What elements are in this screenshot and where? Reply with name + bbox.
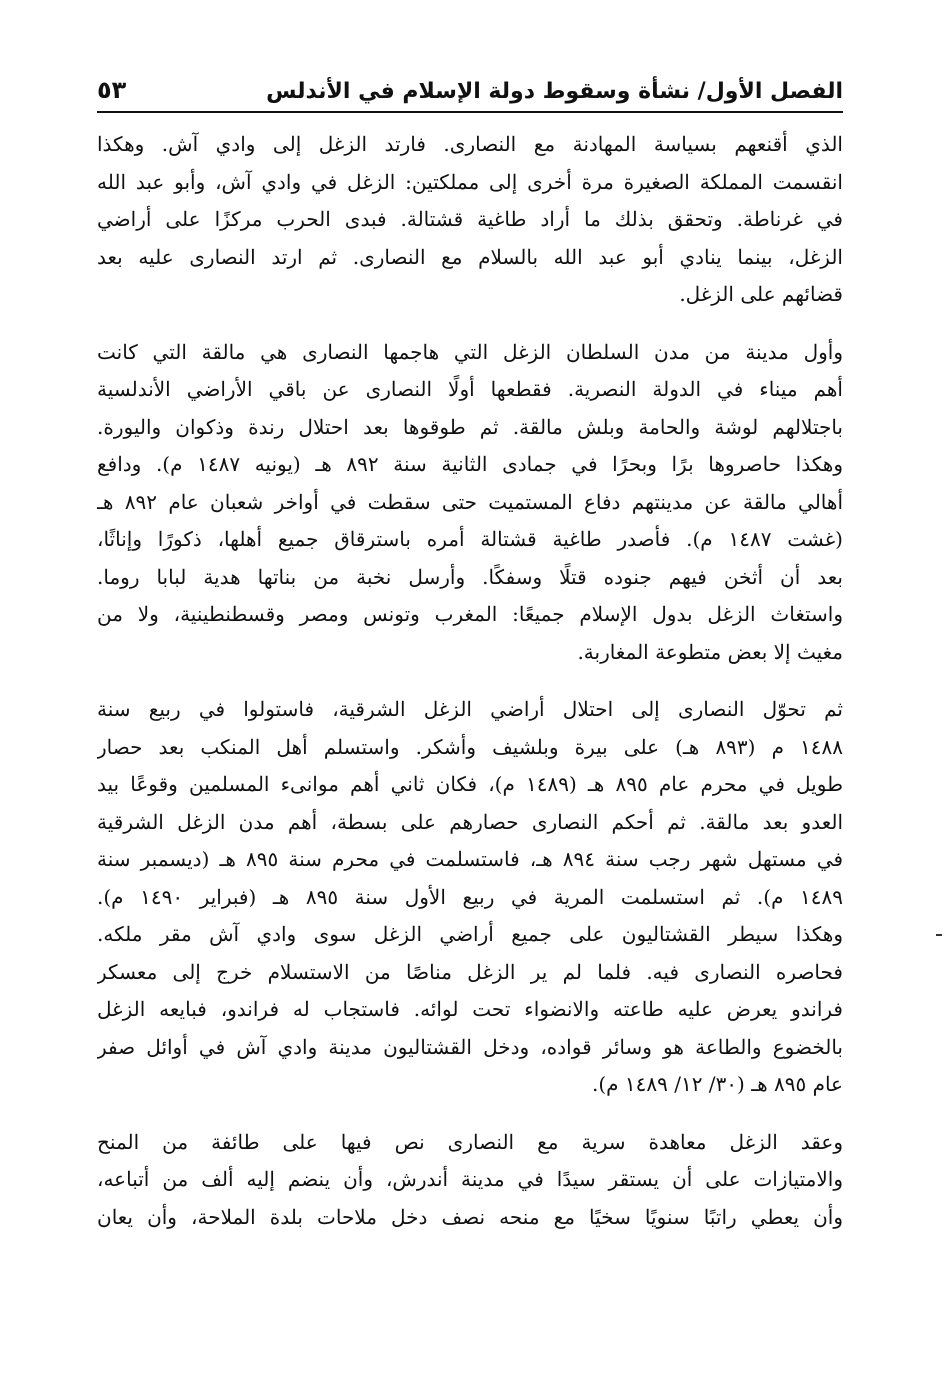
text-line: والامتيازات على أن يستقر سيدًا في مدينة أندرش، وأن ينضم إليه ألف من أتباعه، (97, 1167, 843, 1191)
text-line: أهم ميناء في الدولة النصرية. فقطعها أولًا النصارى عن باقي الأراضي الأندلسية (97, 377, 843, 401)
text-line: بالخضوع والطاعة هو وسائر قواده، ودخل القشتاليون مدينة وادي آش في أوائل صفر (97, 1034, 843, 1059)
text-line: فحاصره النصارى فيه. فلما لم ير الزغل مناصًا من الاستسلام خرج إلى معسكر (97, 959, 843, 984)
paragraph-4 (97, 1124, 843, 1237)
body-text (97, 126, 843, 1236)
text-line: أهالي مالقة عن مدينتهم دفاع المستميت حتى سقطت في أواخر شعبان عام ٨٩٢ هـ (97, 489, 843, 514)
text-line: ١٤٨٨ م (٨٩٣ هـ) على بيرة وبلشيف وأشكر. واستسلم أهل المنكب بعد حصار (97, 734, 843, 759)
text-line: العدو بعد مالقة. ثم أحكم النصارى حصارهم على بسطة، أهم مدن الزغل الشرقية (97, 809, 843, 834)
text-line: وأول مدينة من مدن السلطان الزغل التي هاجمها النصارى هي مالقة التي كانت (97, 339, 843, 364)
text-line: ثم تحوّل النصارى إلى احتلال أراضي الزغل الشرقية، فاستولوا في ربيع سنة (97, 697, 843, 721)
text-line: وأن يعطي راتبًا سنويًا سخيًا مع منحه نصف دخل ملاحات بلدة الملاحة، وأن يعان (97, 1204, 843, 1229)
text-line: وهكذا حاصروها برًا وبحرًا في جمادى الثانية سنة ٨٩٢ هـ (يونيه ١٤٨٧ م). ودافع (97, 452, 843, 476)
text-line: (غشت ١٤٨٧ م). فأصدر طاغية قشتالة أمره باسترقاق جميع أهلها، ذكورًا وإناثًا، (97, 527, 843, 551)
page-number: ٥٣ (97, 76, 127, 104)
text-line: انقسمت المملكة الصغيرة مرة أخرى إلى مملكتين: الزغل في وادي آش، وأبو عبد الله (97, 169, 843, 194)
text-line: واستغاث الزغل بدول الإسلام جميعًا: المغرب وتونس ومصر وقسطنطينية، ولا من (97, 602, 843, 626)
text-line: عام ٨٩٥ هـ (٣٠/ ١٢/ ١٤٨٩ م). (591, 1072, 843, 1096)
text-line: في غرناطة. وتحقق بذلك ما أراد طاغية قشتالة. فبدى الحرب مركزًا على أراضي (97, 207, 843, 231)
text-line: باجتلالهم لوشة والحامة وبلش مالقة. ثم طوقوها بعد احتلال رندة وذكوان واليورة. (97, 414, 843, 439)
chapter-title: الفصل الأول/ نشأة وسقوط دولة الإسلام في الأندلس (266, 79, 843, 104)
paragraph-1 (97, 126, 843, 314)
text-line: وعقد الزغل معاهدة سرية مع النصارى نص فيها على طائفة من المنح (97, 1129, 843, 1154)
text-line: فراندو يعرض عليه طاعته والانضواء تحت لوائه. فاستجاب له فراندو، فبايعه الزغل (97, 997, 843, 1021)
text-line: بعد أن أثخن فيهم جنوده قتلًا وسفكًا. وأرسل نخبة من بناتها هدية لبابا روما. (97, 564, 843, 589)
text-line: الزغل، بينما ينادي أبو عبد الله بالسلام مع النصارى. ثم ارتد النصارى عليه بعد (97, 244, 843, 269)
running-header (97, 66, 843, 110)
text-line: وهكذا سيطر القشتاليون على جميع أراضي الزغل سوى وادي آش مقر ملكه. (97, 922, 843, 946)
text-line: ١٤٨٩ م). ثم استسلمت المرية في ربيع الأول سنة ٨٩٥ هـ (فبراير ١٤٩٠ م). (97, 884, 843, 909)
paragraph-2 (97, 334, 843, 672)
header-rule (97, 111, 843, 113)
text-line: الذي أقنعهم بسياسة المهادنة مع النصارى. فارتد الزغل إلى وادي آش. وهكذا (97, 132, 843, 156)
paragraph-3 (97, 691, 843, 1104)
text-line: في مستهل شهر رجب سنة ٨٩٤ هـ، فاستسلمت في محرم سنة ٨٩٥ هـ (ديسمبر سنة (97, 847, 843, 871)
margin-mark (936, 934, 942, 936)
text-line: مغيث إلا بعض متطوعة المغاربة. (577, 639, 843, 664)
text-line: طويل في محرم عام ٨٩٥ هـ (١٤٨٩ م)، فكان ثاني أهم موانىء المسلمين وقوعًا بيد (97, 772, 843, 796)
text-line: قضائهم على الزغل. (679, 282, 843, 306)
